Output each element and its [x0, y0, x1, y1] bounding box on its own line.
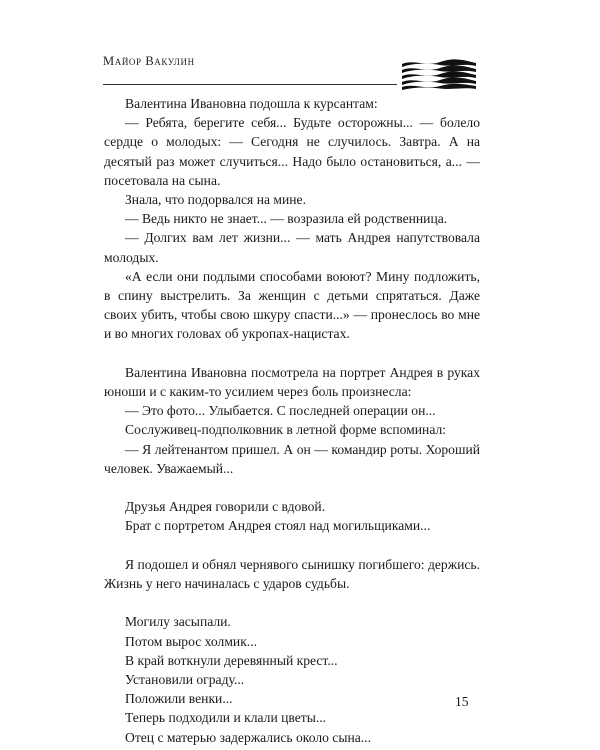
paragraph: — Я лейтенантом пришел. А он — командир роты. Хороший человек. Уважаемый... — [104, 441, 480, 476]
running-head-title: Майор Вакулин — [103, 54, 195, 68]
paragraph: Брат с портретом Андрея стоял над могильщиками... — [125, 518, 431, 534]
paragraph: — Долгих вам лет жизни... — мать Андрея напутствовала молодых. — [104, 230, 480, 265]
paragraph: Положили венки... — [125, 691, 233, 707]
paragraph: Отец с матерью задержались около сына... — [125, 729, 371, 745]
body-text — [104, 94, 480, 747]
paragraph: Валентина Ивановна посмотрела на портрет Андрея в руках юноши и с каким-то усилием через боль произнесла: — [104, 364, 480, 400]
paragraph: Могилу засыпали. — [125, 614, 231, 630]
paragraph: Друзья Андрея говорили с вдовой. — [125, 499, 326, 515]
paragraph: Я подошел и обнял чернявого сынишку погибшего: держись. Жизнь у него начиналась с ударов судьбы. — [104, 556, 480, 592]
paragraph: В край воткнули деревянный крест... — [125, 652, 338, 668]
paragraph-gap — [104, 593, 480, 612]
paragraph: Знала, что подорвался на мине. — [125, 192, 306, 208]
header-rule — [103, 84, 397, 85]
paragraph: «А если они подлыми способами воюют? Мину подложить, в спину выстрелить. За женщин с детьми спрятаться. Даже своих убить, чтобы свою шкуру спасти...» — пронеслось во мне и во многих головах об укропах-нацистах. — [104, 268, 480, 342]
paragraph: Валентина Ивановна подошла к курсантам: — [125, 96, 378, 111]
paragraph: Установили ограду... — [125, 672, 245, 688]
paragraph: — Это фото... Улыбается. С последней операции он... — [125, 403, 436, 419]
paragraph-gap — [104, 536, 480, 555]
paragraph: — Ведь никто не знает... — возразила ей родственница. — [125, 211, 448, 227]
paragraph-gap — [104, 344, 480, 363]
paragraph-gap — [104, 478, 480, 497]
paragraph: — Ребята, берегите себя... Будьте осторожны... — болело сердце о молодых: — Сегодня не случилось. Завтра. А на десятый раз может случиться... Надо было остановиться, а... — посетовала на сына. — [104, 115, 480, 188]
paragraph: Потом вырос холмик... — [125, 633, 258, 649]
page-number: 15 — [455, 694, 469, 709]
st-george-ribbon-icon — [400, 58, 478, 90]
paragraph: Теперь подходили и клали цветы... — [125, 710, 327, 726]
paragraph: Сослуживец-подполковник в летной форме вспоминал: — [125, 422, 447, 438]
